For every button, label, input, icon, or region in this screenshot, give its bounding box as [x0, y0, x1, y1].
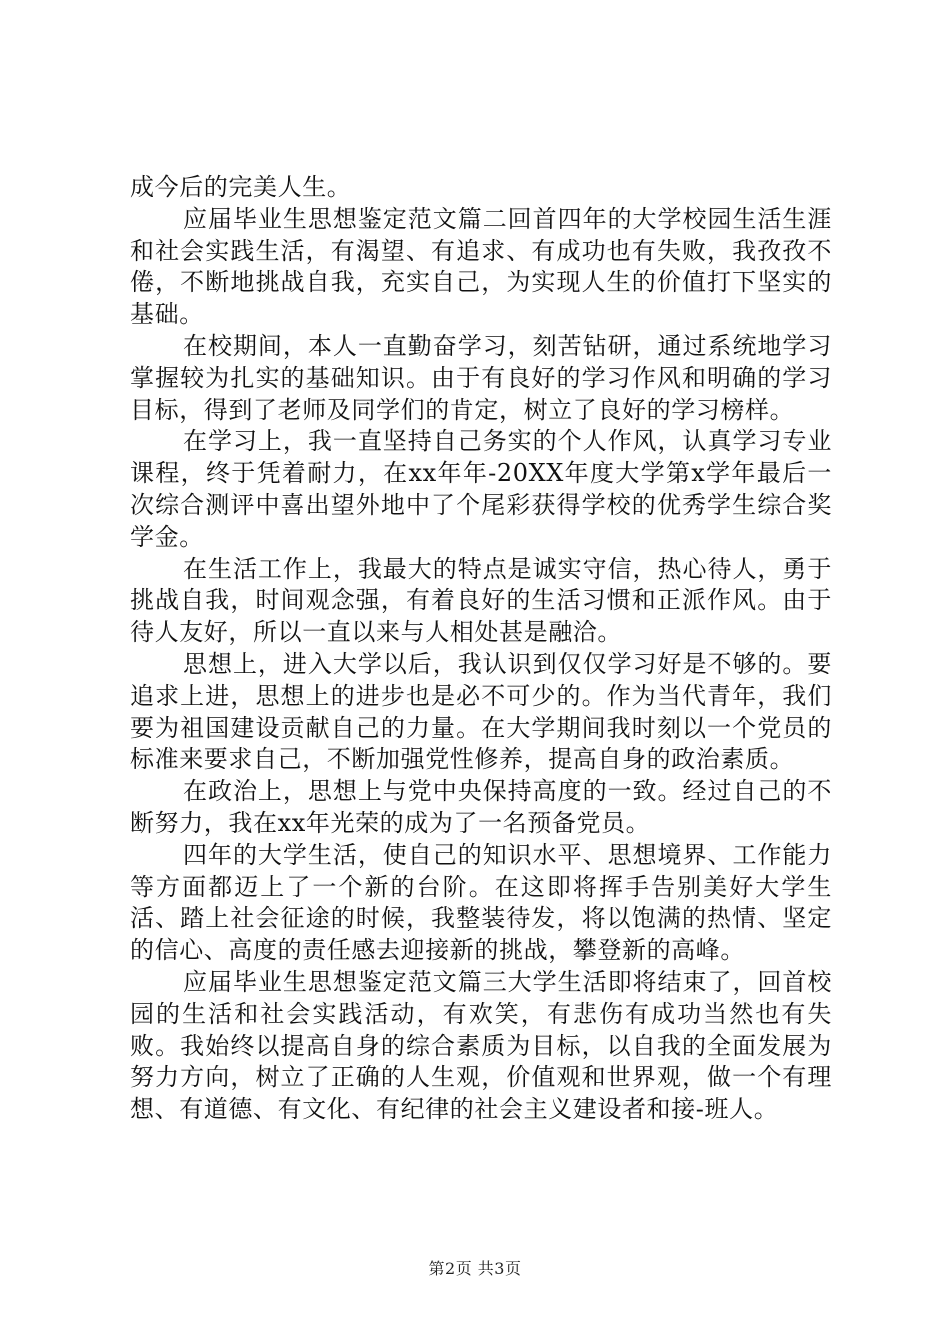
paragraph-continuation: 成今后的完美人生。 — [130, 173, 352, 201]
paragraph-ideology: 思想上，进入大学以后，我认识到仅仅学习好是不够的。要追求上进，思想上的进步也是必不可少的。作为当代青年，我们要为祖国建设贡献自己的力量。在大学期间我时刻以一个党员的标准来要求自己，不断加强党性修养，提高自身的政治素质。 — [130, 649, 832, 774]
paragraph-study-scholarship: 在学习上，我一直坚持自己务实的个人作风，认真学习专业课程，终于凭着耐力，在xx年年-20XX年度大学第x学年最后一次综合测评中喜出望外地中了个尾彩获得学校的优秀学生综合奖学金。 — [130, 427, 832, 551]
paragraph-four-years: 四年的大学生活，使自己的知识水平、思想境界、工作能力等方面都迈上了一个新的台阶。在这即将挥手告别美好大学生活、踏上社会征途的时候，我整装待发，将以饱满的热情、坚定的信心、高度的责任感去迎接新的挑战，攀登新的高峰。 — [130, 840, 832, 965]
paragraph-life-work: 在生活工作上，我最大的特点是诚实守信，热心待人，勇于挑战自我，时间观念强，有着良好的生活习惯和正派作风。由于待人友好，所以一直以来与人相处甚是融洽。 — [130, 554, 832, 647]
paragraph-sample-two-intro: 应届毕业生思想鉴定范文篇二回首四年的大学校园生活生涯和社会实践生活，有渴望、有追求、有成功也有失败，我孜孜不倦，不断地挑战自我，充实自己，为实现人生的价值打下坚实的基础。 — [130, 204, 832, 329]
paragraph-politics: 在政治上，思想上与党中央保持高度的一致。经过自己的不断努力，我在xx年光荣的成为了一名预备党员。 — [130, 777, 832, 837]
paragraph-sample-three-intro: 应届毕业生思想鉴定范文篇三大学生活即将结束了，回首校园的生活和社会实践活动，有欢笑，有悲伤有成功当然也有失败。我始终以提高自身的综合素质为目标，以自我的全面发展为努力方向，树立了正确的人生观，价值观和世界观，做一个有理想、有道德、有文化、有纪律的社会主义建设者和接-班人。 — [130, 967, 832, 1124]
paragraph-school-study: 在校期间，本人一直勤奋学习，刻苦钻研，通过系统地学习掌握较为扎实的基础知识。由于有良好的学习作风和明确的学习目标，得到了老师及同学们的肯定，树立了良好的学习榜样。 — [130, 331, 832, 424]
page-number-footer: 第2页 共3页 — [428, 1259, 522, 1278]
document-body — [130, 172, 832, 1126]
